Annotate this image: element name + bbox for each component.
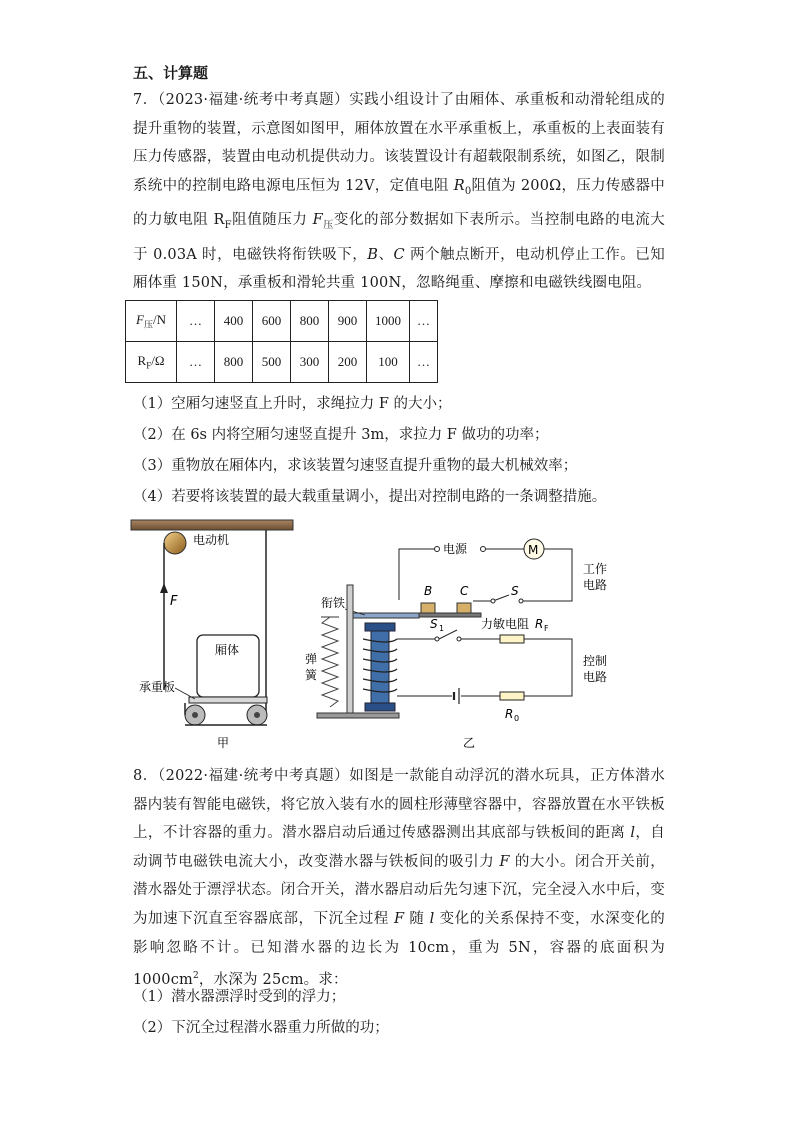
table-cell: 100 — [367, 342, 410, 383]
subscript: 压 — [143, 319, 153, 330]
contact-b — [421, 603, 435, 613]
superscript: 2 — [192, 971, 199, 982]
fixed-resistor-sub: 0 — [514, 714, 520, 723]
pivot-post — [347, 585, 353, 713]
table-cell: … — [410, 342, 438, 383]
table-cell: … — [177, 301, 215, 342]
switch-s-label: S — [511, 584, 519, 598]
subquestion-7-2: （2）在 6s 内将空厢匀速竖直提升 3m，求拉力 F 做功的功率； — [133, 427, 549, 443]
subquestion-7-1: （1）空厢匀速竖直上升时，求绳拉力 F 的大小； — [133, 396, 452, 412]
work-circuit-label-2: 电路 — [583, 578, 608, 592]
switch-s1-contact — [435, 637, 439, 641]
symbol-r: R — [137, 353, 147, 369]
table-cell: 400 — [215, 301, 253, 342]
pulley-left-hub — [192, 712, 198, 718]
plate-pointer — [175, 688, 195, 699]
subquestion-7-4: （4）若要将该装置的最大载重量调小，提出对控制电路的一条调整措施。 — [133, 489, 607, 505]
table-cell: 600 — [253, 301, 291, 342]
force-arrow — [160, 583, 168, 593]
spring-label-2: 簧 — [305, 668, 318, 682]
force-resistor-r: R — [535, 617, 544, 631]
symbol-f: F — [136, 311, 144, 327]
symbol-f: F — [393, 910, 405, 927]
terminal — [435, 547, 440, 552]
motor-label: 电动机 — [193, 533, 230, 547]
subscript: 0 — [464, 185, 472, 197]
label-jia: 甲 — [217, 736, 230, 750]
table-row — [126, 342, 438, 383]
base-plate — [317, 713, 399, 718]
subquestion-8-1: （1）潜水器漂浮时受到的浮力； — [133, 989, 346, 1005]
subscript: F — [224, 220, 232, 232]
armature — [347, 613, 419, 618]
table-cell: 800 — [215, 342, 253, 383]
switch-s1-sub: 1 — [439, 624, 445, 633]
switch-s-contact — [519, 599, 523, 603]
text-run: 阻值随压力 — [231, 212, 313, 229]
symbol-r: R — [453, 177, 465, 194]
cabin-label: 厢体 — [215, 643, 240, 657]
fixed-resistor-r: R — [505, 707, 514, 721]
text-run: 的大小。闭合开关前，潜水器处于漂浮状态。闭合开关，潜水器启动后先匀速下沉，完全浸入水中后，变为加速下沉直至容器底部，下沉全过程 — [133, 853, 665, 927]
text-run: 变化的部分数据如下表所示。当控制电路的电流大于 0.03A 时，电磁铁将衔铁吸下， — [133, 212, 665, 263]
force-resistor-sub: F — [544, 624, 549, 633]
table-cell: 900 — [329, 301, 367, 342]
text-run: 变化的关系保持不变，水深变化的影响忽略不计。已知潜水器的边长为 10cm，重为 5N，容器的底面积为 1000cm — [133, 910, 665, 988]
switch-s-blade — [493, 595, 509, 601]
question-source: （2022·福建·统考中考真题） — [157, 768, 350, 784]
terminal — [481, 547, 486, 552]
text-run: ，水深为 25cm。求： — [198, 971, 348, 988]
control-circuit-label-2: 电路 — [583, 670, 608, 684]
contact-c — [457, 603, 471, 613]
question-number: 7． — [133, 92, 158, 108]
symbol-b: B — [367, 246, 379, 263]
power-label: 电源 — [443, 542, 468, 556]
ctrl-wire-right — [524, 639, 572, 696]
text-run: 实践小组设计了由厢体、承重板和动滑轮组成的提升重物的装置，示意图如图甲，厢体放置在水平承重板上，承重板的上表面装有压力传感器，装置由电动机提供动力。该装置设计有超载限制系统，如图乙，限制系统中的控制电路电源电压恒为 12V，定值电阻 — [133, 92, 665, 194]
table-cell: 500 — [253, 342, 291, 383]
text-run: 如图是一款能自动浮沉的潜水玩具，正方体潜水器内装有智能电磁铁，将它放入装有水的圆柱形薄壁容器中，容器放置在水平铁板上，不计容器的重力。潜水器启动后通过传感器测出其底部与铁板间的距离 — [133, 768, 665, 842]
electromagnet-cap — [365, 623, 395, 631]
subscript: F — [146, 360, 152, 371]
motor-pulley — [164, 532, 186, 554]
table-row — [126, 301, 438, 342]
spring — [322, 617, 338, 707]
text-run: ，自动调节电磁铁电流大小，改变潜水器与铁板间的吸引力 — [133, 825, 666, 870]
switch-s1-label: S — [430, 617, 438, 631]
figure-q7 — [125, 515, 645, 755]
force-resistor — [500, 635, 524, 643]
work-circuit-label-1: 工作 — [583, 562, 608, 576]
force-label: F — [170, 594, 178, 609]
pressure-resistance-table — [125, 300, 438, 383]
contact-bar — [417, 613, 481, 617]
switch-s-pivot — [491, 599, 495, 603]
table-cell: … — [410, 301, 438, 342]
armature-label: 衔铁 — [321, 596, 346, 610]
text-run: 、 — [378, 246, 394, 263]
table-cell: 1000 — [367, 301, 410, 342]
force-resistor-label: 力敏电阻 — [481, 617, 530, 631]
bearing-plate — [189, 697, 267, 703]
spring-label-1: 弹 — [305, 652, 318, 666]
unit: /Ω — [151, 353, 165, 369]
symbol-l: l — [429, 910, 435, 927]
question-source: （2023·福建·统考中考真题） — [157, 92, 350, 108]
text-run: 两个触点断开，电动机停止工作。已知厢体重 150N，承重板和滑轮共重 100N，忽略绳重、摩擦和电磁铁线圈电阻。 — [133, 246, 666, 292]
contact-b-label: B — [424, 584, 433, 598]
symbol-c: C — [393, 246, 405, 263]
question-8-text — [133, 762, 665, 995]
question-7-text — [133, 86, 665, 298]
plate-label: 承重板 — [139, 680, 176, 694]
electromagnet-core — [371, 625, 389, 711]
table-cell: 800 — [291, 301, 329, 342]
unit: /N — [152, 311, 166, 327]
table-header-cell — [126, 301, 177, 342]
text-run: 阻值为 200Ω，压力传感器中的力敏电阻 R — [133, 177, 665, 229]
question-number: 8． — [133, 768, 158, 784]
fixed-resistor — [500, 692, 524, 700]
section-title: 五、计算题 — [133, 64, 209, 82]
pulley-right-hub — [254, 712, 260, 718]
subquestion-7-3: （3）重物放在厢体内，求该装置匀速竖直提升重物的最大机械效率； — [133, 458, 578, 474]
motor-m: M — [528, 543, 539, 557]
control-circuit-label-1: 控制 — [583, 654, 608, 668]
symbol-f: F — [499, 853, 510, 870]
subquestion-8-2: （2）下沉全过程潜水器重力所做的功； — [133, 1020, 389, 1036]
switch-s1-pivot — [457, 637, 461, 641]
text-run: 随 — [404, 910, 430, 927]
subscript: 压 — [322, 220, 334, 232]
table-header-cell — [126, 342, 177, 383]
table-cell: … — [177, 342, 215, 383]
contact-c-label: C — [460, 584, 469, 598]
label-yi: 乙 — [463, 736, 476, 750]
electromagnet-base — [365, 703, 395, 711]
table-cell: 300 — [291, 342, 329, 383]
ceiling-beam — [131, 520, 293, 530]
table-cell: 200 — [329, 342, 367, 383]
symbol-f: F — [312, 212, 323, 229]
symbol-l: l — [630, 825, 636, 842]
